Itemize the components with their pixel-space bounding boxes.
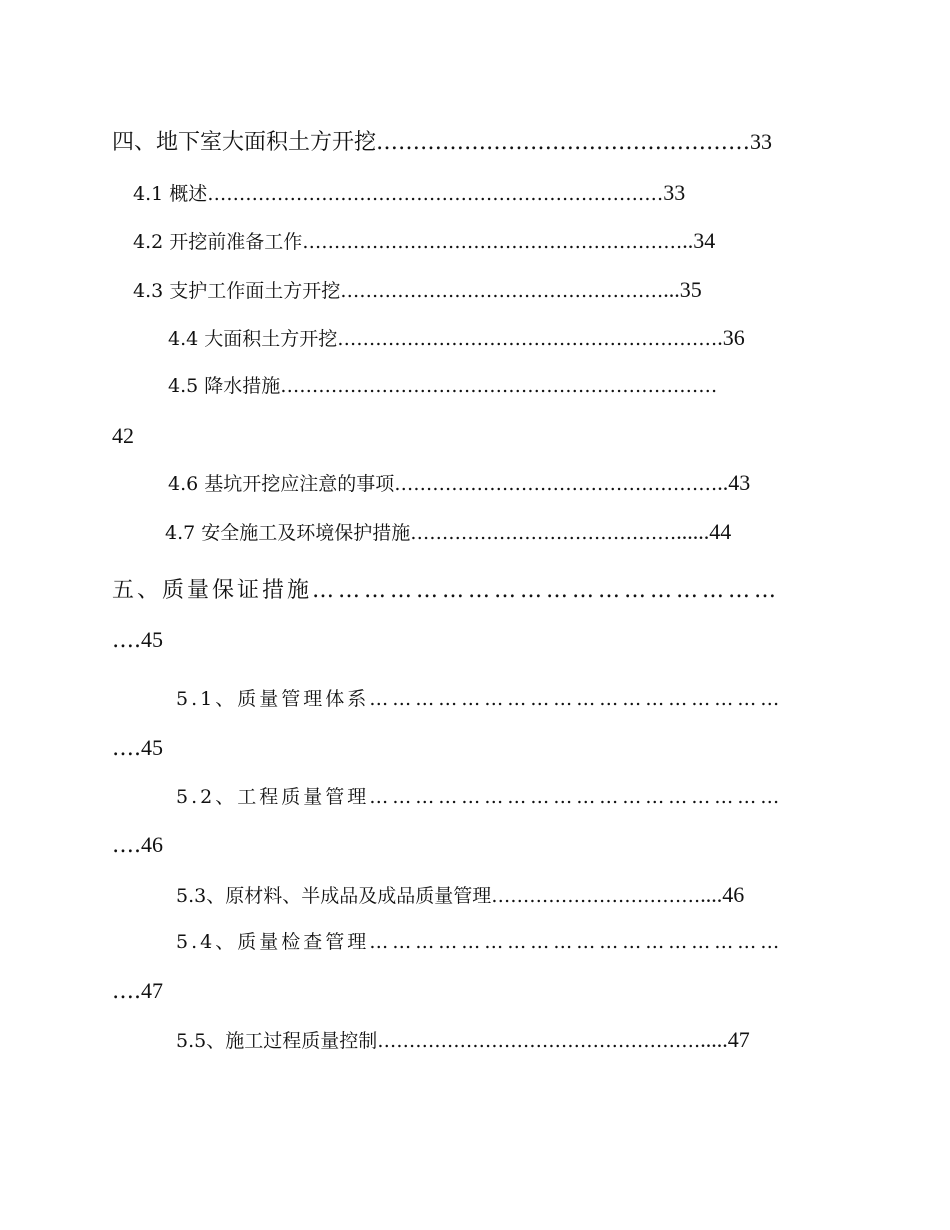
toc-title: 4.2 开挖前准备工作 (133, 231, 303, 253)
toc-title: 4.7 安全施工及环境保护措施 (165, 522, 411, 544)
toc-leader: …………………………………………… (376, 130, 751, 155)
toc-leader: ……………………………………………… (369, 688, 784, 710)
toc-leader: …………………………… (491, 885, 701, 907)
toc-entry (176, 690, 783, 709)
toc-title: 4.6 基坑开挖应注意的事项 (168, 473, 395, 495)
toc-leader: …………………………………………… (377, 1030, 701, 1052)
toc-leader: ……………………………………………… (312, 578, 781, 603)
toc-entry (112, 580, 780, 602)
toc-page-number: .....47 (700, 1027, 750, 1052)
toc-entry (176, 1029, 750, 1051)
toc-title: 4.4 大面积土方开挖 (168, 328, 338, 350)
toc-title: 5.1、质量管理体系 (176, 688, 370, 710)
toc-leader: ……………………………………………………………… (207, 183, 664, 205)
toc-title: 5.4、质量检查管理 (176, 931, 370, 953)
toc-leader: …………………………………………… (340, 280, 664, 302)
toc-page-number: ......44 (676, 519, 732, 544)
toc-leader: …. (112, 979, 141, 1004)
toc-title: 五、质量保证措施 (112, 578, 313, 603)
toc-page-number: .36 (717, 325, 745, 350)
toc-entry (176, 884, 744, 906)
toc-page-number: ....46 (700, 882, 745, 907)
toc-entry (168, 327, 745, 349)
toc-title: 四、地下室大面积土方开挖 (112, 130, 377, 155)
toc-title: 5.5、施工过程质量控制 (176, 1030, 378, 1052)
toc-entry (165, 521, 731, 543)
toc-page-number: 42 (112, 423, 134, 448)
toc-page-number: 33 (750, 129, 773, 154)
toc-entry (168, 377, 717, 396)
toc-entry (112, 131, 772, 154)
toc-page-number: 47 (141, 978, 163, 1003)
toc-entry (133, 230, 715, 252)
toc-page-number: 46 (141, 832, 163, 857)
toc-leader: …………………………………………………… (337, 328, 718, 350)
toc-title: 4.5 降水措施 (168, 375, 281, 397)
toc-title: 4.1 概述 (133, 183, 208, 205)
toc-entry (133, 279, 702, 301)
toc-page-number: 45 (141, 735, 163, 760)
toc-entry (168, 472, 750, 494)
toc-title: 5.3、原材料、半成品及成品质量管理 (176, 885, 492, 907)
toc-leader: …. (112, 736, 141, 761)
toc-entry (133, 182, 685, 204)
toc-title: 4.3 支护工作面土方开挖 (133, 280, 341, 302)
toc-leader: …………………………………………… (394, 473, 718, 495)
toc-page-number: 33 (663, 180, 686, 205)
toc-leader: …………………………………………………… (302, 231, 683, 253)
toc-page-number: ...35 (663, 277, 702, 302)
toc-leader: ……………………………………………… (369, 786, 784, 808)
toc-entry (112, 737, 163, 760)
toc-entry (176, 788, 783, 807)
toc-entry (112, 629, 163, 652)
toc-page-number: ..43 (717, 470, 751, 495)
toc-entry (112, 980, 163, 1003)
toc-leader: …. (112, 833, 141, 858)
toc-leader: ……………………………………………… (369, 931, 784, 953)
toc-leader: …. (112, 628, 141, 653)
toc-leader: …………………………………………………………… (280, 375, 718, 397)
toc-entry (176, 933, 783, 952)
toc-leader: …………………………………… (410, 522, 677, 544)
toc-title: 5.2、工程质量管理 (176, 786, 370, 808)
toc-page-number: 45 (141, 627, 163, 652)
toc-entry (112, 834, 163, 857)
toc-page-number: ..34 (682, 228, 716, 253)
